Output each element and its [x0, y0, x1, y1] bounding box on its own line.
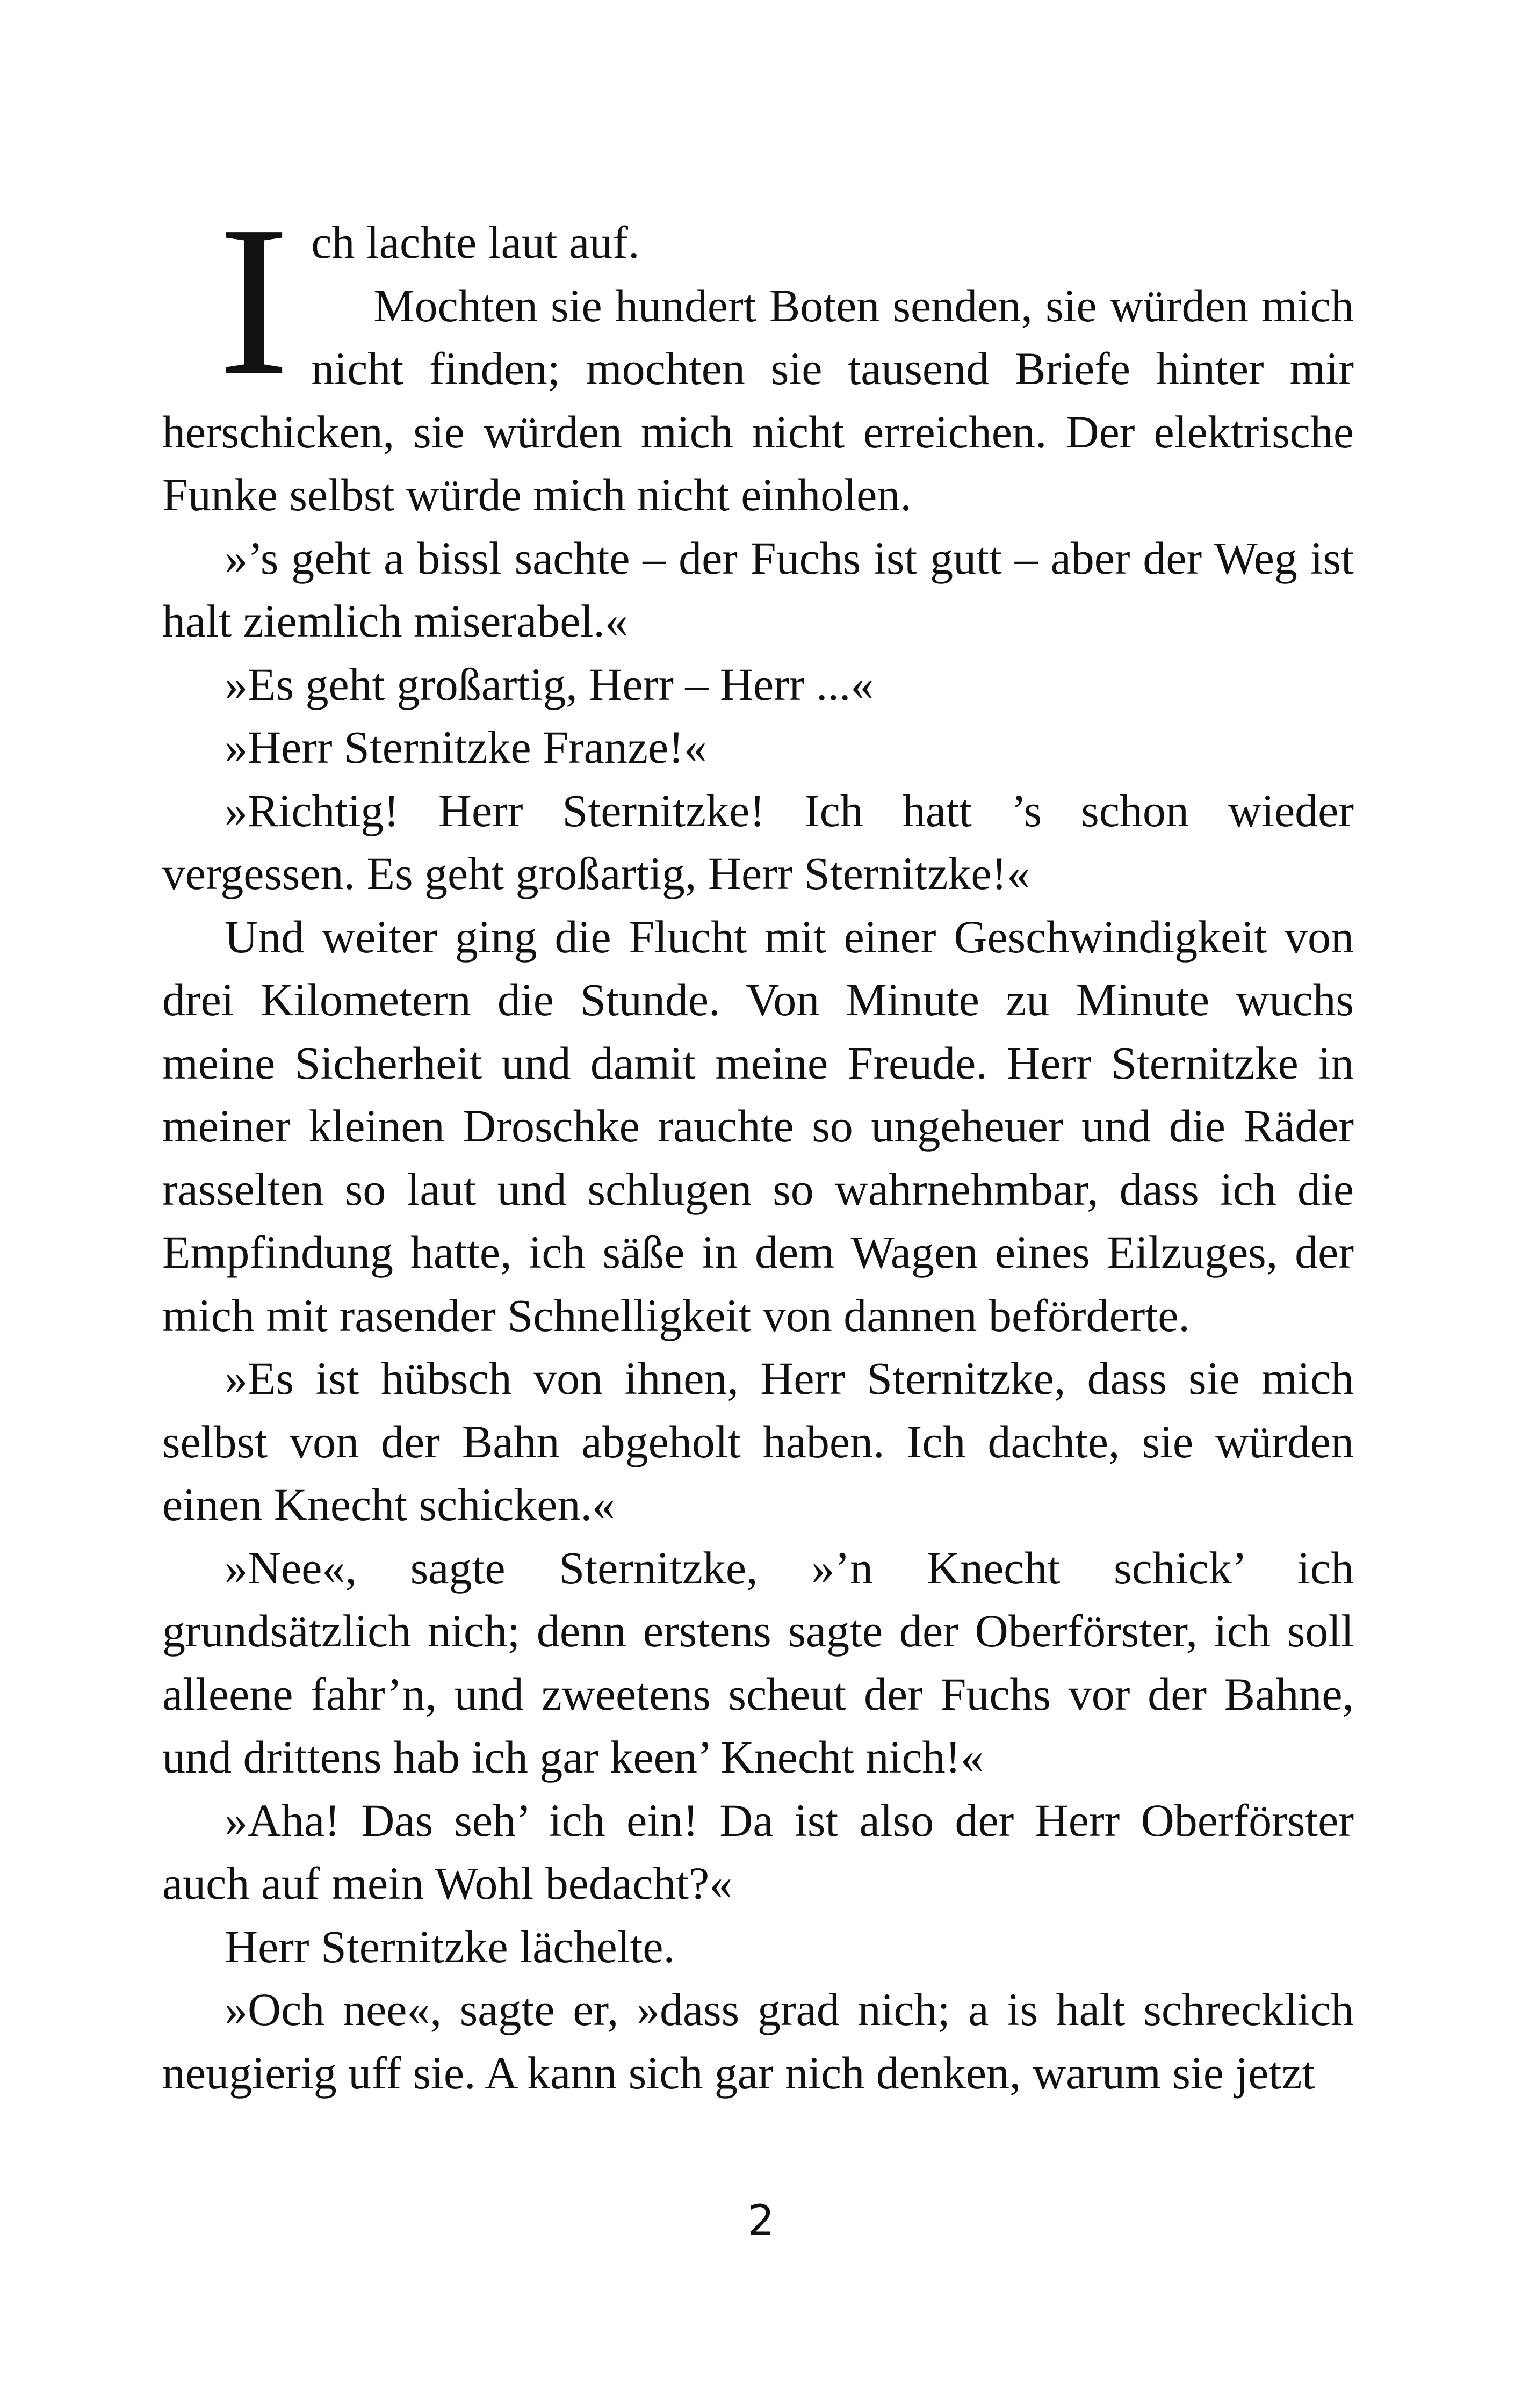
paragraph: »Nee«, sagte Sternitzke, »’n Knecht schick’ ich grundsätzlich nich; denn erstens sagte der Oberförster, ich soll alleene fahr’n, und zweetens scheut der Fuchs vor der Bahne, und drittens hab ich gar keen’ Knecht nich!«	[162, 1542, 1354, 1783]
paragraph: »Es ist hübsch von ihnen, Herr Sternitzke, dass sie mich selbst von der Bahn abgeholt haben. Ich dachte, sie würden einen Knecht schicken.«	[162, 1353, 1354, 1530]
paragraph: Herr Sternitzke lächelte.	[225, 1920, 675, 1972]
page-number: 2	[747, 2197, 775, 2245]
paragraph: »Och nee«, sagte er, »dass grad nich; a is halt schrecklich neugierig uff sie. A kann sich gar nich denken, warum sie jetzt	[162, 1984, 1354, 2099]
paragraph: »Herr Sternitzke Franze!«	[225, 721, 707, 773]
paragraph: »’s geht a bissl sachte – der Fuchs ist gutt – aber der Weg ist halt ziemlich miserabel.«	[162, 532, 1354, 647]
paragraph: Mochten sie hundert Boten senden, sie würden mich nicht finden; mochten sie tausend Briefe hinter mir herschicken, sie würden mich nicht erreichen. Der elektrische Funke selbst würde mich nicht einholen.	[162, 279, 1354, 520]
paragraph-1-text: ch lachte laut auf.	[311, 216, 640, 268]
paragraph: »Es geht großartig, Herr – Herr ...«	[225, 658, 874, 710]
paragraph: »Richtig! Herr Sternitzke! Ich hatt ’s schon wieder vergessen. Es geht großartig, Herr Sternitzke!«	[162, 784, 1354, 899]
body-text	[162, 182, 1354, 2105]
drop-cap: I	[218, 182, 290, 420]
paragraph: Und weiter ging die Flucht mit einer Geschwindigkeit von drei Kilometern die Stunde. Von Minute zu Minute wuchs meine Sicherheit und damit meine Freude. Herr Sternitzke in meiner kleinen Droschke rauchte so ungeheuer und die Räder rasselten so laut und schlugen so wahrnehmbar, dass ich die Empfindung hatte, ich säße in dem Wagen eines Eilzuges, der mich mit rasender Schnelligkeit von dannen beförderte.	[162, 910, 1354, 1341]
paragraph: »Aha! Das seh’ ich ein! Da ist also der Herr Oberförster auch auf mein Wohl bedacht?«	[162, 1794, 1354, 1909]
